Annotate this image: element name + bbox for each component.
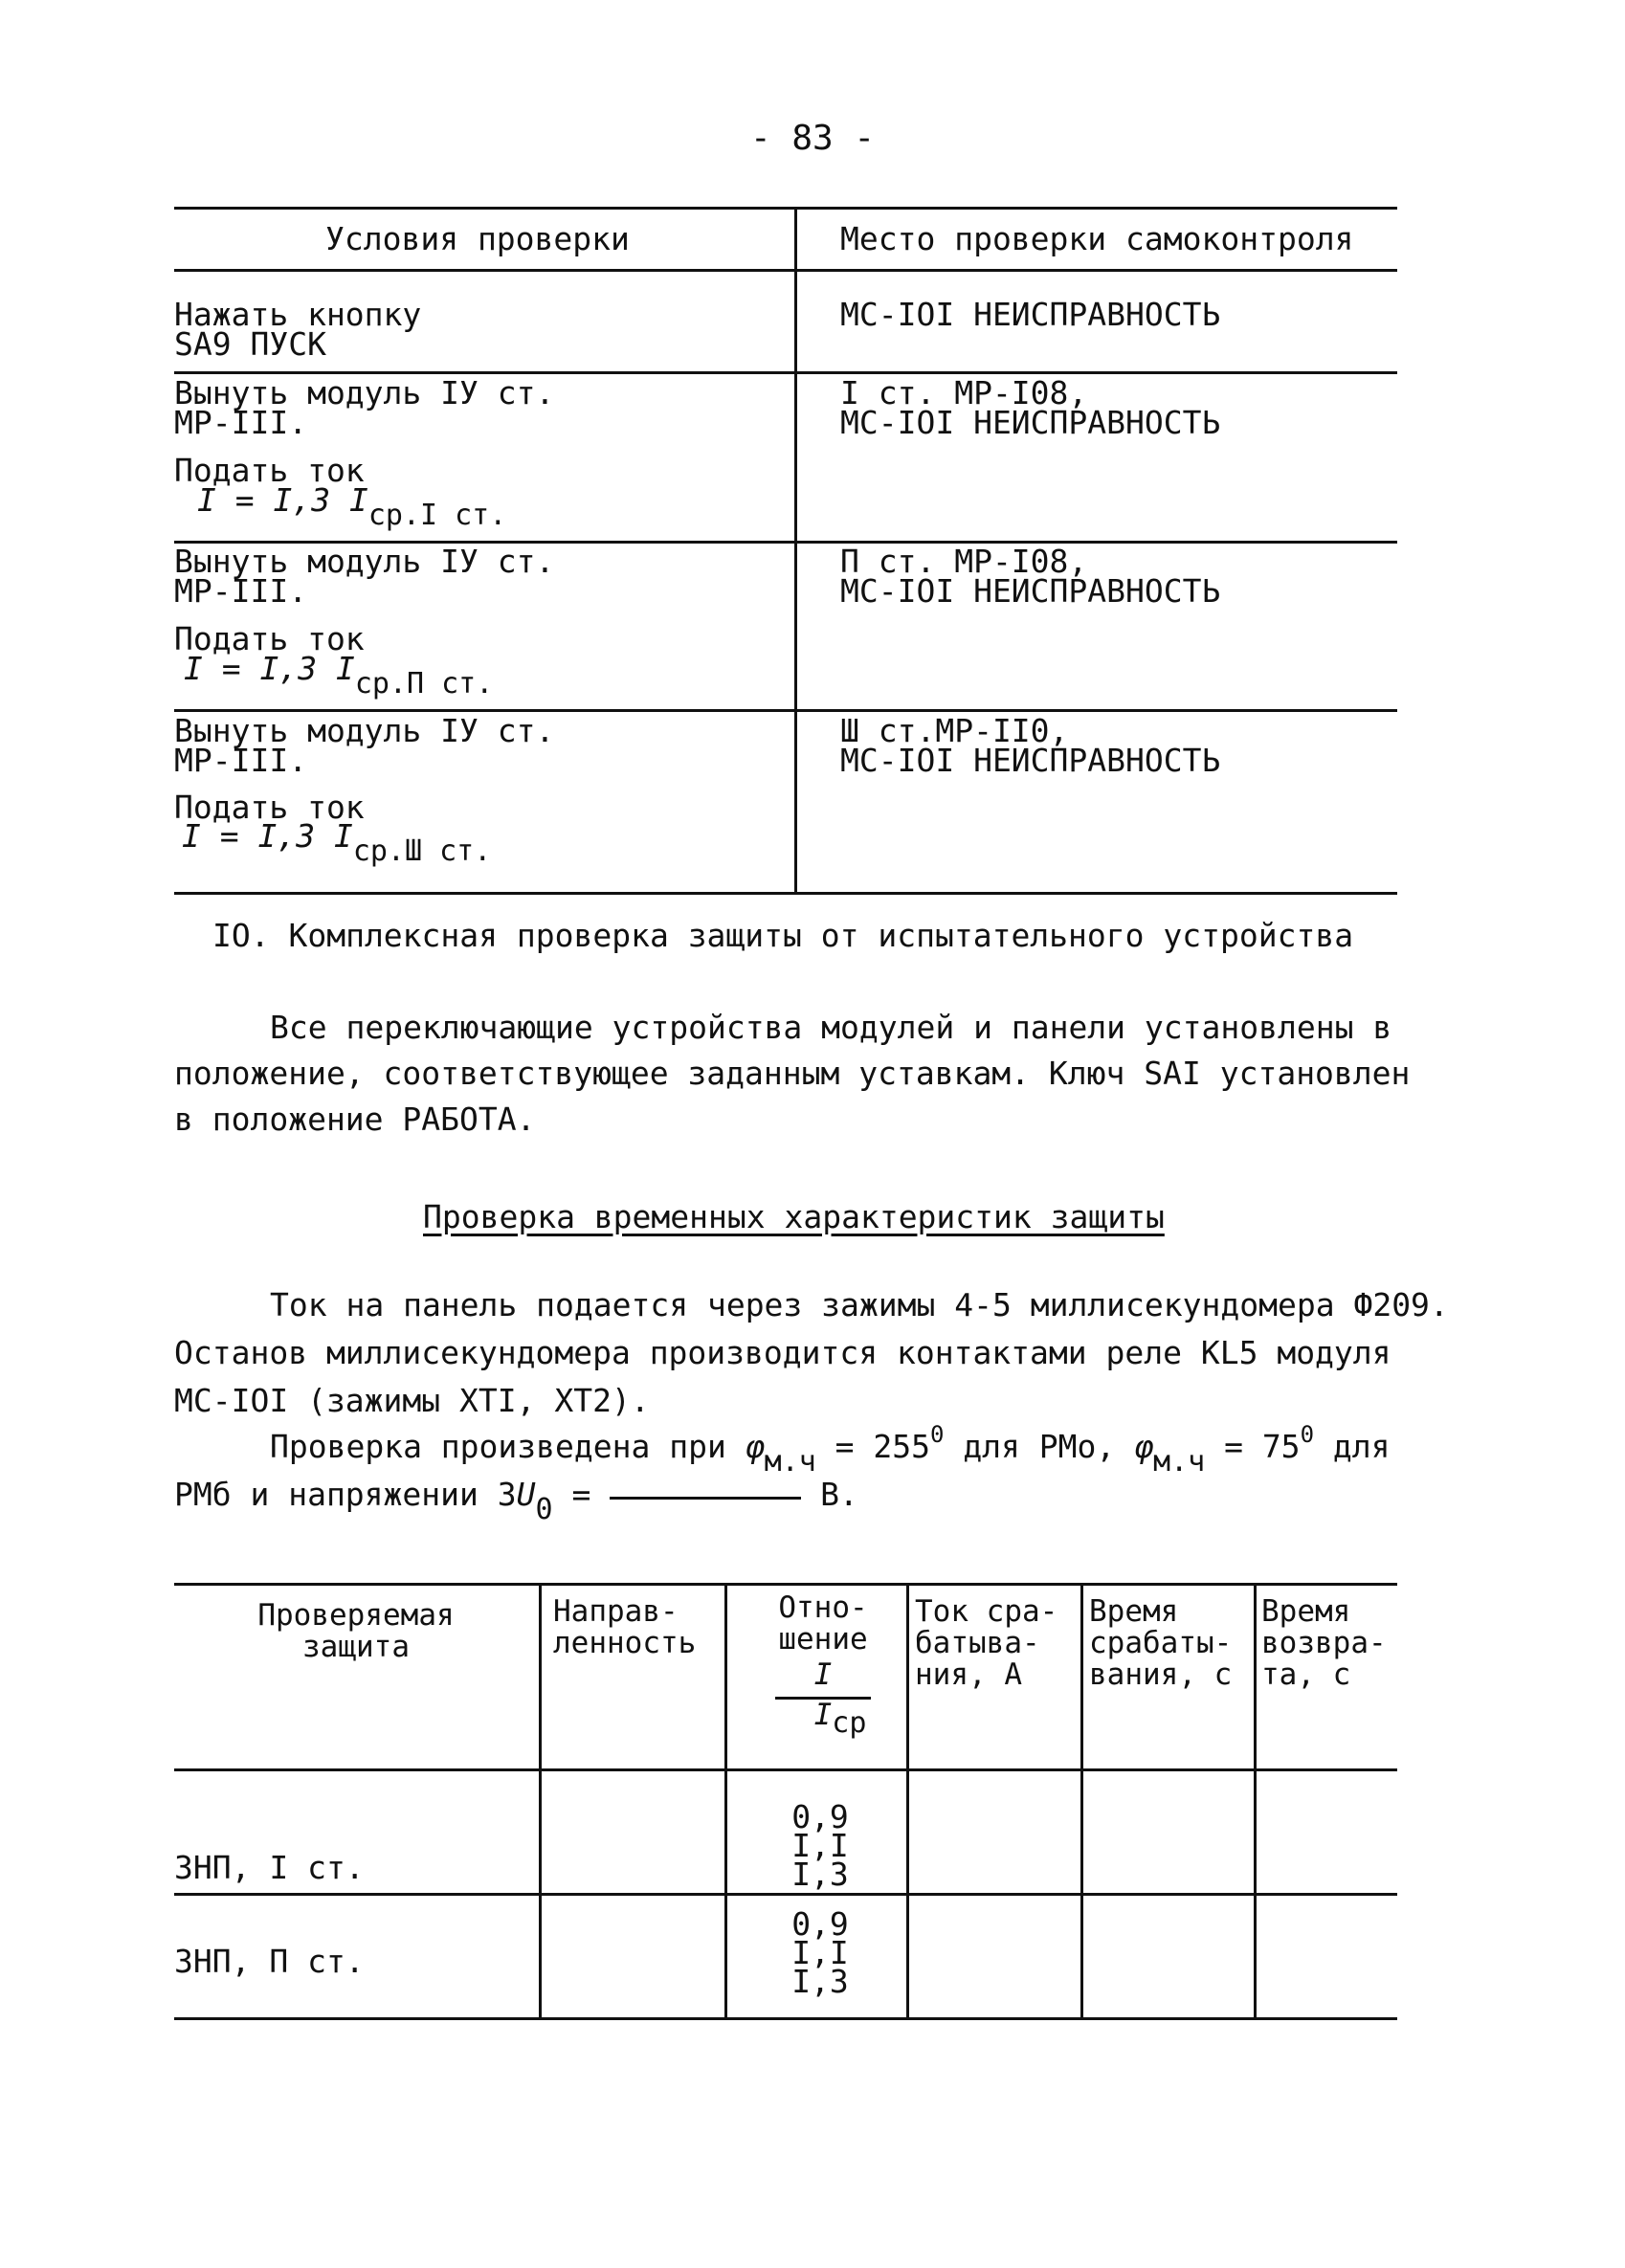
table-header-divider [174, 1768, 1397, 1771]
paragraph-line: Ток на панель подается через зажимы 4-5 миллисекундомера Ф209. [270, 1286, 1449, 1323]
row3-place-line1: П ст. МР-I08, [840, 543, 1088, 580]
ratio-denominator [766, 1698, 880, 1740]
paragraph-line: положение, соответствующее заданным уставкам. Ключ SAI установлен [174, 1055, 1411, 1092]
voltage-blank-field [610, 1497, 801, 1500]
header-protection [251, 1600, 461, 1663]
column-divider [539, 1583, 542, 2017]
table2-row1-ratios [768, 1798, 873, 1893]
row4-current: I = I,3 I [182, 817, 353, 855]
row4-current-formula [182, 817, 492, 868]
header-line: Ток сра- [915, 1594, 1058, 1629]
row4-current-subscript: ср.Ш ст. [352, 834, 492, 868]
row4-condition-line3: Подать ток [174, 789, 365, 826]
table-border-top [174, 207, 1397, 210]
header-place: Место проверки самоконтроля [840, 220, 1354, 257]
column-divider [724, 1583, 727, 2017]
row2-current-formula [197, 481, 507, 532]
paragraph-line: Останов миллисекундомера производится контактами реле KL5 модуля [174, 1334, 1391, 1371]
paragraph-line: МС-IOI (зажимы XTI, XT2). [174, 1382, 650, 1419]
row-divider [174, 1893, 1397, 1896]
unit: В. [820, 1476, 858, 1513]
column-divider [1080, 1583, 1083, 2017]
phi-subscript: м.ч [1153, 1445, 1206, 1479]
header-line: ния, А [915, 1657, 1022, 1692]
row2-condition-line2: МР-III. [174, 404, 308, 441]
text: РМб и напряжении 3 [174, 1476, 517, 1513]
text: для РМо, [963, 1428, 1116, 1465]
row2-place-line2: МС-IOI НЕИСПРАВНОСТЬ [840, 404, 1221, 441]
ratio-value: I,I [791, 1934, 849, 1971]
header-line: защита [302, 1630, 410, 1664]
header-line: вания, с [1089, 1657, 1233, 1692]
column-divider [794, 207, 797, 892]
column-divider [906, 1583, 909, 2017]
header-line: Время [1261, 1594, 1351, 1629]
header-pickup-current [915, 1596, 1057, 1691]
column-divider [1254, 1583, 1257, 2017]
section-heading-10: IO. Комплексная проверка защиты от испытательного устройства [212, 917, 1354, 954]
row3-condition-line3: Подать ток [174, 620, 365, 657]
ratio-value: I,I [791, 1827, 849, 1864]
ratio-denominator-i: I [813, 1698, 833, 1732]
header-direction [553, 1596, 696, 1659]
header-conditions: Условия проверки [325, 220, 630, 257]
row4-place-line1: Ш ст.МР-II0, [840, 712, 1069, 749]
angle-value: = 255 [835, 1428, 930, 1465]
row4-condition-line1: Вынуть модуль IУ ст. [174, 712, 555, 749]
ratio-value: I,3 [791, 1963, 849, 2000]
row2-place-line1: I ст. МР-I08, [840, 374, 1088, 411]
ratio-value: 0,9 [791, 1905, 849, 1943]
row4-condition-line2: МР-III. [174, 742, 308, 779]
paragraph-line: в положение РАБОТА. [174, 1101, 536, 1138]
table-header-divider [174, 269, 1397, 272]
row3-place-line2: МС-IOI НЕИСПРАВНОСТЬ [840, 572, 1221, 610]
paragraph-test-conditions-line1 [270, 1421, 1391, 1479]
header-line: ленность [553, 1626, 697, 1660]
row3-condition-line2: МР-III. [174, 572, 308, 610]
table2-row2-protection: ЗНП, П ст. [174, 1943, 365, 1980]
row3-current-formula [184, 650, 494, 700]
table-border-top [174, 1583, 1397, 1586]
phi-symbol: φ [745, 1428, 765, 1465]
row3-condition-line1: Вынуть модуль IУ ст. [174, 543, 555, 580]
header-line: та, с [1261, 1657, 1351, 1692]
table2-row2-ratios [768, 1905, 873, 2000]
header-operate-time [1089, 1596, 1232, 1691]
phi-symbol: φ [1134, 1428, 1154, 1465]
ratio-numerator: I [813, 1657, 833, 1692]
row1-condition-line2: SA9 ПУСК [174, 325, 326, 363]
header-line: шение [778, 1622, 868, 1657]
header-line: Направ- [553, 1594, 679, 1629]
equals: = [571, 1476, 591, 1513]
paragraph-test-conditions-line2 [174, 1472, 858, 1526]
table2-row1-protection: ЗНП, I ст. [174, 1849, 365, 1886]
angle-value: = 75 [1224, 1428, 1301, 1465]
voltage-symbol: U [516, 1476, 536, 1513]
ratio-value: 0,9 [791, 1798, 849, 1835]
paragraph-line: Все переключающие устройства модулей и панели установлены в [270, 1009, 1392, 1046]
header-line: Время [1089, 1594, 1179, 1629]
header-line: батыва- [915, 1626, 1040, 1660]
row2-current: I = I,3 I [197, 481, 368, 519]
text: Проверка произведена при [270, 1428, 726, 1465]
table-border-bottom [174, 892, 1397, 895]
row2-condition-line3: Подать ток [174, 452, 365, 489]
row1-condition-line1: Нажать кнопку [174, 296, 422, 333]
header-line: Проверяемая [257, 1598, 455, 1633]
ratio-denominator-sub: ср [832, 1706, 867, 1740]
header-ratio [766, 1590, 880, 1740]
degree-sup: 0 [929, 1421, 945, 1448]
header-line: Отно- [778, 1590, 868, 1625]
degree-sup: 0 [1300, 1421, 1315, 1448]
header-reset-time [1261, 1596, 1387, 1691]
row1-place: МС-IOI НЕИСПРАВНОСТЬ [840, 296, 1221, 333]
header-line: срабаты- [1089, 1626, 1233, 1660]
phi-subscript: м.ч [764, 1445, 816, 1479]
ratio-value: I,3 [791, 1856, 849, 1893]
row3-current-subscript: ср.П ст. [354, 667, 494, 700]
voltage-subscript: 0 [535, 1493, 553, 1526]
header-line: возвра- [1261, 1626, 1387, 1660]
row4-place-line2: МС-IOI НЕИСПРАВНОСТЬ [840, 742, 1221, 779]
row2-current-subscript: ср.I ст. [367, 499, 507, 532]
row3-current: I = I,3 I [184, 650, 355, 687]
table-border-bottom [174, 2017, 1397, 2020]
text: для [1332, 1428, 1391, 1465]
row2-condition-line1: Вынуть модуль IУ ст. [174, 374, 555, 411]
page-number: - 83 - [749, 119, 876, 158]
subheading-time-characteristics: Проверка временных характеристик защиты [423, 1198, 1165, 1235]
